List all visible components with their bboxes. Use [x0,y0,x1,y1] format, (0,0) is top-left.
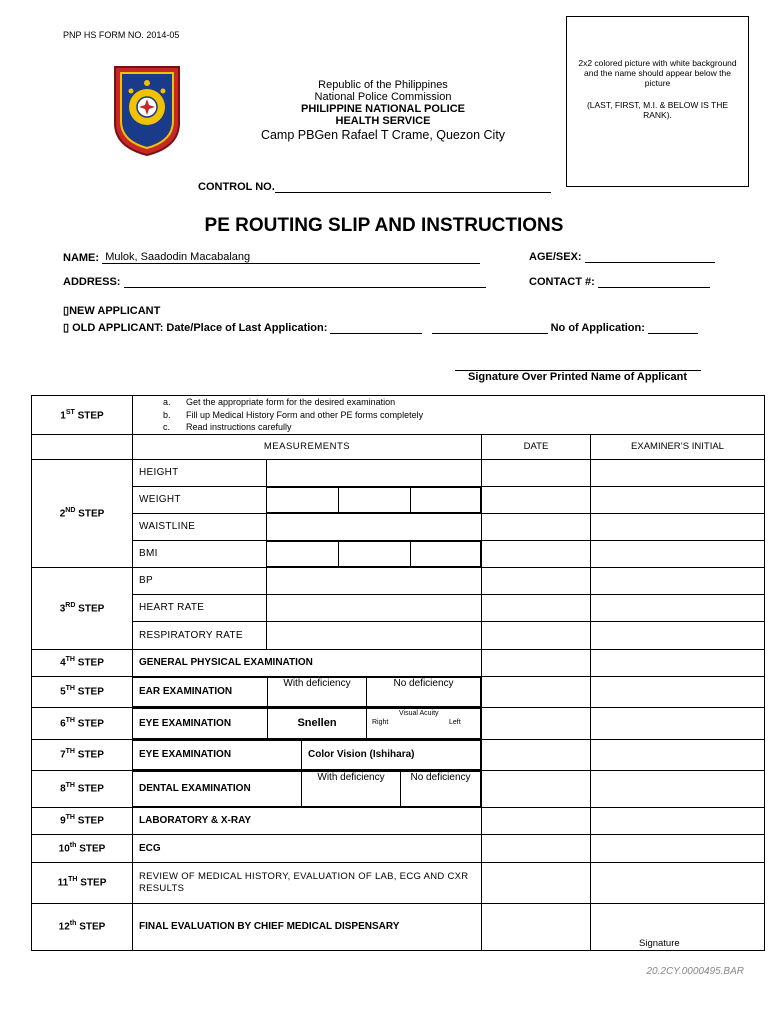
column-header-row [32,434,765,459]
address-field[interactable] [124,276,486,288]
step-11-initial[interactable] [591,862,765,903]
ear-with-deficiency[interactable]: With deficiency [268,677,367,706]
step-3-label: 3RD STEP [32,567,133,649]
step-10-date[interactable] [482,834,591,862]
weight-label: WEIGHT [133,486,267,513]
document-code: 20.2CY.0000495.BAR [646,966,744,977]
step-7-label: 7TH STEP [32,739,133,770]
photo-name-instructions: (LAST, FIRST, M.I. & BELOW IS THE RANK). [586,100,729,120]
heart-rate-input[interactable] [267,594,482,621]
height-label: HEIGHT [133,459,267,486]
step-9-label: 9TH STEP [32,807,133,834]
examiner-initial-header: EXAMINER’S INITIAL [591,434,765,459]
name-value: Mulok, Saadodin Macabalang [105,251,251,263]
respiratory-rate-date[interactable] [482,621,591,649]
eye-exam-snellen-cell [133,707,482,739]
bmi-initial[interactable] [591,540,765,567]
color-vision-label[interactable]: Color Vision (Ishihara) [302,740,481,769]
header-pnp: PHILIPPINE NATIONAL POLICE [301,103,465,115]
photo-box [566,16,749,187]
step-5-initial[interactable] [591,676,765,707]
height-row [32,459,765,486]
heart-rate-initial[interactable] [591,594,765,621]
measurements-header: MEASUREMENTS [133,434,482,459]
respiratory-rate-input[interactable] [267,621,482,649]
right-eye-label: Right [372,718,389,726]
dental-exam-cell [133,770,482,807]
weight-initial[interactable] [591,486,765,513]
name-label: NAME: [63,252,100,264]
last-application-date-field[interactable] [330,322,422,334]
step-2-label: 2ND STEP [32,459,133,567]
step-11-row [32,862,765,903]
visual-acuity-cell[interactable] [367,708,481,738]
step-10-row [32,834,765,862]
step-4-row [32,649,765,676]
step-5-label: 5TH STEP [32,676,133,707]
step-11-label: 11TH STEP [32,862,133,903]
old-applicant-row [63,321,698,334]
step-6-label: 6TH STEP [32,707,133,739]
review-label: REVIEW OF MEDICAL HISTORY, EVALUATION OF LAB, ECG AND CXR RESULTS [133,862,482,903]
heart-rate-date[interactable] [482,594,591,621]
height-initial[interactable] [591,459,765,486]
visual-acuity-label: Visual Acuity [399,709,439,717]
dental-exam-label: DENTAL EXAMINATION [133,771,302,806]
address-row [63,276,486,288]
control-number-row [198,181,551,193]
step-1-instructions: a. Get the appropriate form for the desired examination b. Fill up Medical History Form and other PE forms completely c. Read instructions carefully [133,396,765,435]
step-4-label: 4TH STEP [32,649,133,676]
step-9-date[interactable] [482,807,591,834]
step-12-signature-cell[interactable] [591,903,765,950]
step-6-initial[interactable] [591,707,765,739]
heart-rate-row [32,594,765,621]
weight-date[interactable] [482,486,591,513]
step-7-initial[interactable] [591,739,765,770]
no-of-application-field[interactable] [648,322,698,334]
form-number: PNP HS FORM NO. 2014-05 [63,30,180,40]
name-row [63,251,480,264]
snellen-label: Snellen [268,708,367,738]
no-of-application-label: No of Application: [550,322,645,334]
step-9-row [32,807,765,834]
signature-small-label: Signature [639,937,680,949]
step-8-label: 8TH STEP [32,770,133,807]
header-address: Camp PBGen Rafael T Crame, Quezon City [260,128,506,142]
waistline-date[interactable] [482,513,591,540]
step-7-date[interactable] [482,739,591,770]
control-number-field[interactable] [275,182,551,193]
respiratory-rate-label: RESPIRATORY RATE [133,621,267,649]
eye-exam-2-label: EYE EXAMINATION [133,740,302,769]
waistline-label: WAISTLINE [133,513,267,540]
bp-initial[interactable] [591,567,765,594]
contact-field[interactable] [598,276,710,288]
step-8-row [32,770,765,807]
routing-table [31,395,765,951]
step-1-row [32,396,765,435]
ear-exam-label: EAR EXAMINATION [133,677,268,706]
contact-label: CONTACT #: [529,276,595,288]
name-field[interactable] [102,251,480,264]
eye-exam-label: EYE EXAMINATION [133,708,268,738]
header-republic: Republic of the Philippines [318,79,448,91]
weight-input-2[interactable] [339,487,411,512]
bmi-row [32,540,765,567]
bmi-label: BMI [133,540,267,567]
new-applicant-row [63,304,160,317]
age-sex-field[interactable] [585,251,715,263]
pnp-logo-icon [111,61,183,157]
weight-input-cell [267,486,482,513]
age-sex-label: AGE/SEX: [529,251,582,263]
general-physical-exam-label: GENERAL PHYSICAL EXAMINATION [133,649,482,676]
control-number-label: CONTROL NO. [198,181,275,193]
weight-row [32,486,765,513]
eye-exam-color-cell [133,739,482,770]
header-health-service: HEALTH SERVICE [335,115,431,127]
weight-input-1[interactable] [267,487,339,512]
step-4-date[interactable] [482,649,591,676]
header-napolcom: National Police Commission [314,91,452,103]
bmi-input-3[interactable] [411,541,481,566]
age-sex-row [529,251,715,263]
step-6-row [32,707,765,739]
bp-row [32,567,765,594]
last-application-place-field[interactable] [432,322,548,334]
bp-input[interactable] [267,567,482,594]
bmi-input-cell [267,540,482,567]
step-10-initial[interactable] [591,834,765,862]
waistline-initial[interactable] [591,513,765,540]
date-header: DATE [482,434,591,459]
step-9-initial[interactable] [591,807,765,834]
signature-label: Signature Over Printed Name of Applicant [468,371,688,383]
new-applicant-label: NEW APPLICANT [69,305,161,317]
step-8-initial[interactable] [591,770,765,807]
page-title: PE ROUTING SLIP AND INSTRUCTIONS [204,215,564,236]
step-8-date[interactable] [482,770,591,807]
respiratory-rate-row [32,621,765,649]
new-applicant-checkbox[interactable]: ▯ [63,305,70,317]
waistline-row [32,513,765,540]
bp-label: BP [133,567,267,594]
weight-input-3[interactable] [411,487,481,512]
dental-no-deficiency[interactable]: No deficiency [401,771,481,806]
step-7-row [32,739,765,770]
height-input[interactable] [267,459,482,486]
step-5-row [32,676,765,707]
bp-date[interactable] [482,567,591,594]
step-4-initial[interactable] [591,649,765,676]
bmi-date[interactable] [482,540,591,567]
step-5-date[interactable] [482,676,591,707]
address-label: ADDRESS: [63,276,121,288]
step-12-date[interactable] [482,903,591,950]
step-12-row [32,903,765,950]
step-1-label: 1ST STEP [32,396,133,435]
height-date[interactable] [482,459,591,486]
bmi-input-2[interactable] [339,541,411,566]
dental-with-deficiency[interactable]: With deficiency [302,771,401,806]
contact-row [529,276,710,288]
agency-header [230,79,536,141]
step-12-label: 12th STEP [32,903,133,950]
step-10-label: 10th STEP [32,834,133,862]
step-6-date[interactable] [482,707,591,739]
waistline-input[interactable] [267,513,482,540]
header-blank-cell [32,434,133,459]
old-applicant-checkbox[interactable]: ▯ [63,322,70,334]
ear-no-deficiency[interactable]: No deficiency [367,677,481,706]
respiratory-rate-initial[interactable] [591,621,765,649]
final-evaluation-label: FINAL EVALUATION BY CHIEF MEDICAL DISPENSARY [133,903,482,950]
ear-exam-cell [133,676,482,707]
old-applicant-label: OLD APPLICANT: Date/Place of Last Application: [72,322,328,334]
photo-instructions: 2x2 colored picture with white background and the name should appear below the picture [578,58,737,88]
bmi-input-1[interactable] [267,541,339,566]
ecg-label: ECG [133,834,482,862]
lab-xray-label: LABORATORY & X-RAY [133,807,482,834]
heart-rate-label: HEART RATE [133,594,267,621]
step-11-date[interactable] [482,862,591,903]
left-eye-label: Left [449,718,461,726]
